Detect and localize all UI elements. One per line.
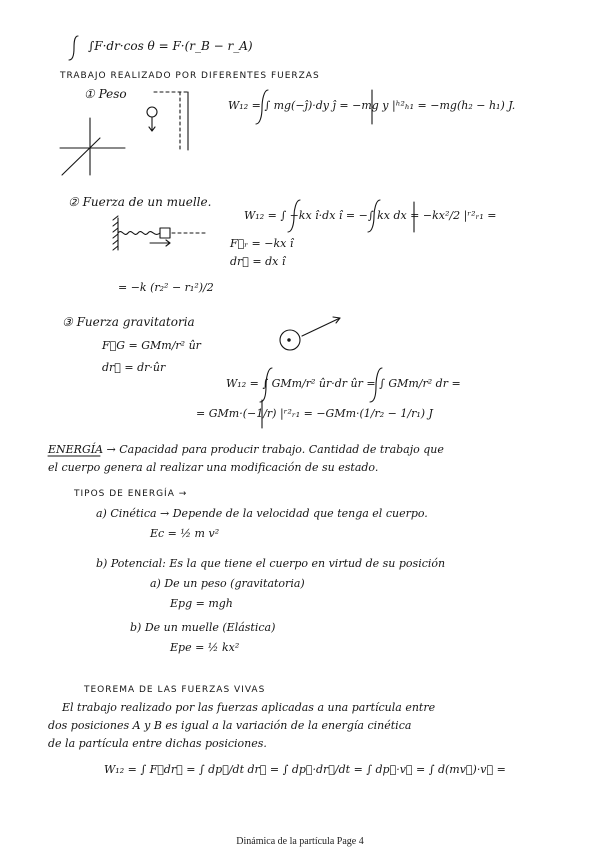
falling-mass-figure — [147, 92, 188, 150]
eq-work-gravity: W₁₂ = ∫ GMm/r² ûr·dr ûr = ∫ GMm/r² dr = — [226, 377, 461, 390]
eq-dr-gravity: dr⃗ = dr·ûr — [102, 361, 166, 374]
item-fuerza-muelle: ② Fuerza de un muelle. — [68, 195, 212, 209]
heading-trabajo-fuerzas: TRABAJO REALIZADO POR DIFERENTES FUERZAS — [60, 71, 320, 81]
planet-figure — [280, 317, 340, 350]
heading-tipos-energia: TIPOS DE ENERGÍA → — [74, 489, 188, 499]
eq-force-gravity: F⃗G = GMm/r² ûr — [102, 339, 201, 352]
eq-energia-cinetica: Ec = ½ m v² — [150, 527, 220, 540]
item-potencial: b) Potencial: Es la que tiene el cuerpo en virtud de su posición — [96, 557, 446, 570]
page-footer: Dinámica de la partícula Page 4 — [236, 836, 364, 847]
line-integral-work: ∫F·dr·cos θ = F·(r_B − r_A) — [88, 39, 253, 53]
theorem-text-2: dos posiciones A y B es igual a la variación de la energía cinética — [48, 719, 412, 732]
item-muelle-elastica: b) De un muelle (Elástica) — [130, 621, 276, 634]
eq-energia-pot-elast: Epe = ½ kx² — [170, 641, 240, 654]
heading-teorema-fuerzas-vivas: TEOREMA DE LAS FUERZAS VIVAS — [84, 685, 266, 695]
def-energia-1: ENERGÍA → Capacidad para producir trabajo. Cantidad de trabajo que — [48, 443, 444, 456]
eq-energia-pot-grav: Epg = mgh — [170, 597, 233, 610]
eq-force-spring: F⃗ᵣ = −kx î — [230, 237, 294, 250]
eq-theorem-work: W₁₂ = ∫ F⃗dr⃗ = ∫ dp⃗/dt dr⃗ = ∫ dp⃗·dr⃗/dt = ∫ dp⃗·v⃗ = ∫ d(mv⃗)·v⃗ = — [104, 763, 506, 776]
item-cinetica: a) Cinética → Depende de la velocidad que tenga el cuerpo. — [96, 507, 428, 520]
theorem-text-3: de la partícula entre dichas posiciones. — [48, 737, 267, 750]
item-fuerza-gravitatoria: ③ Fuerza gravitatoria — [62, 315, 195, 329]
eq-dr-spring: dr⃗ = dx î — [230, 255, 286, 268]
eq-work-spring: W₁₂ = ∫ −kx î·dx î = −∫ kx dx = −kx²/2 |ʳ²ᵣ₁ = — [244, 209, 497, 222]
eq-gravity-result: = GMm·(−1/r) |ʳ²ᵣ₁ = −GMm·(1/r₂ − 1/r₁) J — [196, 407, 433, 420]
def-energia-2: el cuerpo genera al realizar una modificación de su estado. — [48, 461, 379, 474]
eq-spring-result: = −k (r₂² − r₁²)/2 — [118, 281, 214, 294]
integral-sign — [69, 36, 78, 60]
eq-work-weight: W₁₂ = ∫ mg(−ĵ)·dy ĵ = −mg y |ʰ²ₕ₁ = −mg(h₂ − h₁) J. — [228, 99, 516, 112]
axes-figure — [60, 118, 125, 175]
item-peso-gravitatoria: a) De un peso (gravitatoria) — [150, 577, 305, 590]
spring-figure — [113, 216, 208, 250]
item-peso: ① Peso — [84, 87, 127, 101]
theorem-text-1: El trabajo realizado por las fuerzas aplicadas a una partícula entre — [62, 701, 436, 714]
